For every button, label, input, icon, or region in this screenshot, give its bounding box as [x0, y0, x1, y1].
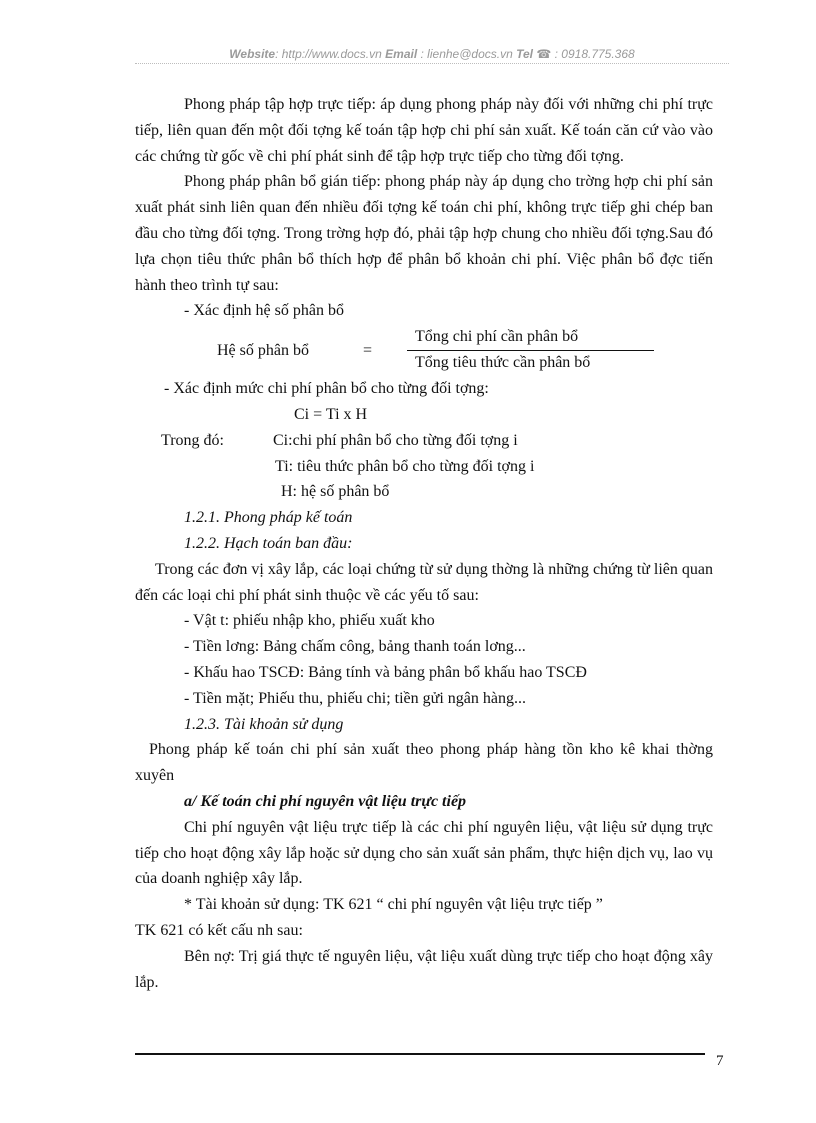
where-row-ci	[135, 428, 713, 454]
list-item: - Tiền mặt; Phiếu thu, phiếu chi; tiền gửi ngân hàng...	[184, 689, 526, 707]
section-1-2-3: 1.2.3. Tài khoản sử dụng	[184, 715, 344, 733]
where-label: Trong đó:	[161, 431, 224, 449]
page-content	[135, 92, 713, 995]
heading-material-cost: a/ Kế toán chi phí nguyên vật liệu trực tiếp	[184, 792, 467, 810]
formula-equals: =	[363, 342, 373, 360]
section-1-2-2: 1.2.2. Hạch toán ban đầu:	[184, 534, 353, 552]
formula-ci: Ci = Ti x H	[294, 405, 368, 423]
header-website-value: : http://www.docs.vn	[275, 47, 382, 61]
where-ci: Ci:chi phí phân bổ cho từng đối tợng i	[273, 431, 518, 449]
formula-denominator: Tổng tiêu thức cần phân bổ	[415, 354, 591, 372]
header-divider	[135, 63, 729, 64]
header-website-label: Website	[229, 47, 276, 61]
formula-lhs: Hệ số phân bổ	[217, 342, 309, 360]
header-tel-label: Tel	[516, 47, 533, 61]
header-email-value: : lienhe@docs.vn	[420, 47, 513, 61]
step-allocation: - Xác định mức chi phí phân bổ cho từng đối tợng:	[164, 380, 489, 398]
paragraph-vouchers: Trong các đơn vị xây lắp, các loại chứng từ sử dụng thờng là những chứng từ liên quan đến các loại chi phí phát sinh thuộc về các yếu tố sau:	[135, 560, 713, 604]
paragraph-direct-method: Phong pháp tập hợp trực tiếp: áp dụng phong pháp này đối với những chi phí trực tiếp, liên quan đến một đối tợng kế toán tập hợp chi phí sản xuất. Kế toán căn cứ vào vào các chứng từ gốc về chi phí phát sinh để tập hợp trực tiếp cho từng đối tợng.	[135, 96, 713, 165]
list-item: - Tiền lơng: Bảng chấm công, bảng thanh toán lơng...	[184, 638, 526, 656]
section-1-2-1: 1.2.1. Phong pháp kế toán	[184, 509, 353, 527]
where-row-h	[135, 479, 713, 505]
formula-numerator: Tổng chi phí cần phân bổ	[415, 328, 579, 346]
account-structure: TK 621 có kết cấu nh sau:	[135, 921, 303, 939]
list-item: - Khấu hao TSCĐ: Bảng tính và bảng phân bổ khấu hao TSCĐ	[184, 663, 587, 681]
page-header	[135, 47, 729, 61]
account-used: * Tài khoản sử dụng: TK 621 “ chi phí nguyên vật liệu trực tiếp ”	[184, 896, 603, 914]
where-ti: Ti: tiêu thức phân bổ cho từng đối tợng i	[275, 457, 535, 475]
footer-divider	[135, 1053, 705, 1055]
paragraph-material-cost: Chi phí nguyên vật liệu trực tiếp là các chi phí nguyên liệu, vật liệu sử dụng trực tiếp cho hoạt động xây lắp hoặc sử dụng cho sản xuất sản phẩm, thực hiện dịch vụ, lao vụ của doanh nghiệp xây lắp.	[135, 818, 713, 888]
paragraph-indirect-method: Phong pháp phân bổ gián tiếp: phong pháp này áp dụng cho trờng hợp chi phí sản xuất phát sinh liên quan đến nhiều đối tợng kế toán chi phí, không trực tiếp ghi chép ban đầu cho từng đối tợng. Trong trờng hợp đó, phải tập hợp chung cho nhiều đối tợng.Sau đó lựa chọn tiêu thức phân bổ thích hợp để phân bổ khoản chi phí. Việc phân bổ đợc tiến hành theo trình tự sau:	[135, 173, 713, 294]
header-tel-value: ☎ : 0918.775.368	[536, 47, 635, 61]
where-row-ti	[135, 454, 713, 480]
step-coefficient: - Xác định hệ số phân bổ	[184, 302, 344, 320]
list-item: - Vật t: phiếu nhập kho, phiếu xuất kho	[184, 612, 435, 630]
page-number: 7	[716, 1053, 724, 1069]
paragraph-accounting-method: Phong pháp kế toán chi phí sản xuất theo phong pháp hàng tồn kho kê khai thờng xuyên	[135, 741, 713, 785]
header-email-label: Email	[385, 47, 418, 61]
allocation-formula	[135, 324, 713, 376]
where-h: H: hệ số phân bổ	[281, 483, 390, 501]
debit-side: Bên nợ: Trị giá thực tế nguyên liệu, vật liệu xuất dùng trực tiếp cho hoạt động xây lắp.	[135, 947, 713, 991]
